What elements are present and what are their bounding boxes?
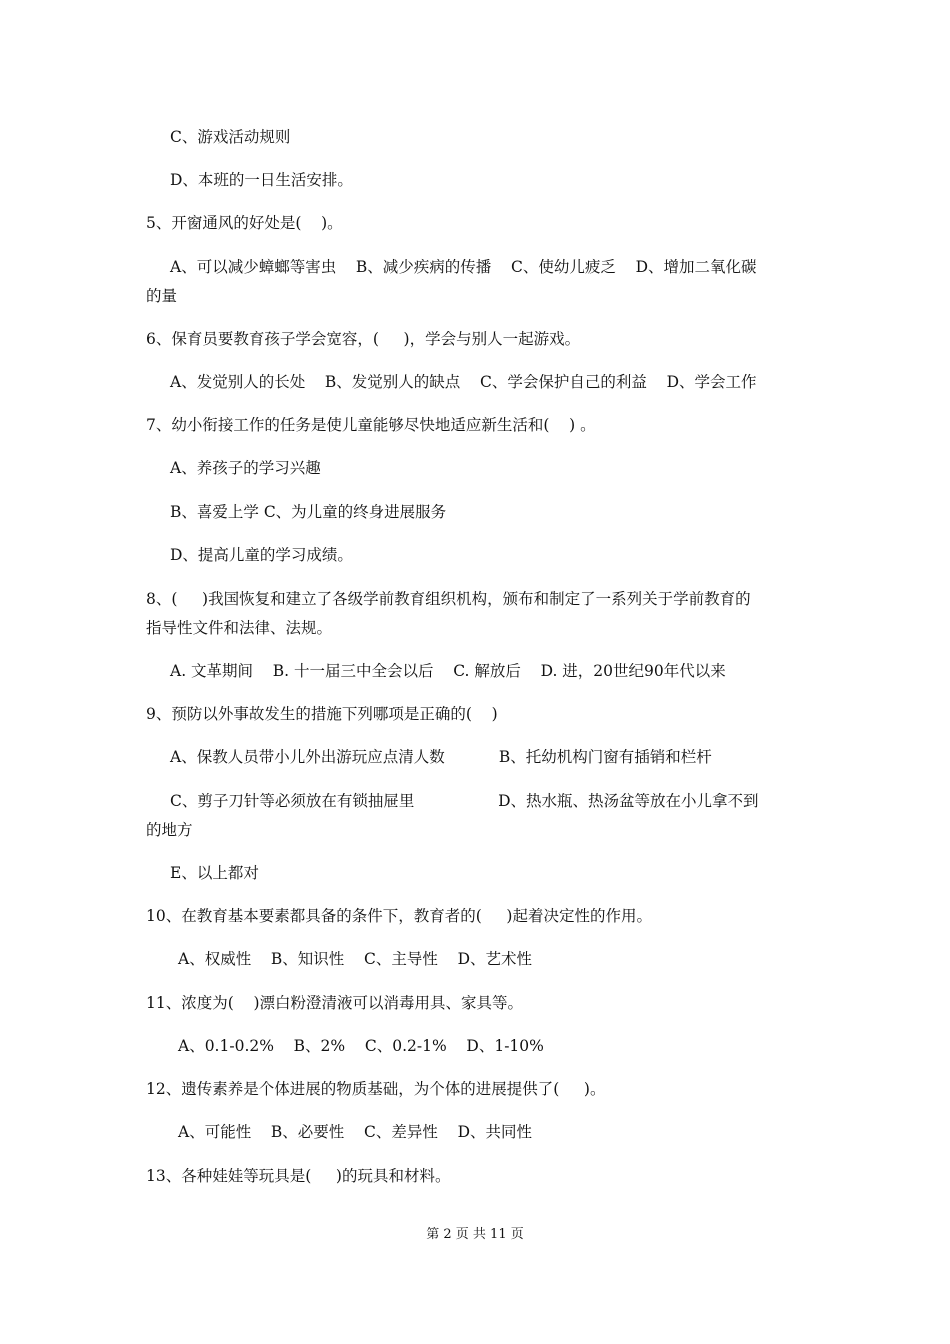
question-9: 9、预防以外事故发生的措施下列哪项是正确的( )	[146, 705, 498, 723]
question-9-option-e: E、以上都对	[170, 864, 259, 882]
question-11: 11、浓度为( )漂白粉澄清液可以消毒用具、家具等。	[146, 994, 524, 1012]
question-9-options-ab: A、保教人员带小儿外出游玩应点清人数 B、托幼机构门窗有插销和栏杆	[170, 748, 712, 766]
question-7: 7、幼小衔接工作的任务是使儿童能够尽快地适应新生活和( ) 。	[146, 416, 596, 434]
question-13: 13、各种娃娃等玩具是( )的玩具和材料。	[146, 1167, 451, 1185]
question-12-options: A、可能性 B、必要性 C、差异性 D、共同性	[178, 1123, 532, 1141]
question-9-options-cd: C、剪子刀针等必须放在有锁抽屉里 D、热水瓶、热汤盆等放在小儿拿不到	[170, 792, 759, 810]
question-9-options-cont: 的地方	[146, 821, 193, 839]
question-11-options: A、0.1-0.2% B、2% C、0.2-1% D、1-10%	[178, 1037, 544, 1055]
question-7-option-d: D、提高儿童的学习成绩。	[170, 546, 353, 564]
option-line: C、游戏活动规则	[170, 128, 291, 146]
question-10-options: A、权威性 B、知识性 C、主导性 D、艺术性	[178, 950, 532, 968]
question-8: 8、( )我国恢复和建立了各级学前教育组织机构，颁布和制定了一系列关于学前教育的	[146, 590, 751, 608]
question-6: 6、保育员要教育孩子学会宽容，( )，学会与别人一起游戏。	[146, 330, 581, 348]
page-footer: 第 2 页 共 11 页	[426, 1227, 524, 1242]
question-6-options: A、发觉别人的长处 B、发觉别人的缺点 C、学会保护自己的利益 D、学会工作	[170, 373, 757, 391]
question-5-options: A、可以减少蟑螂等害虫 B、减少疾病的传播 C、使幼儿疲乏 D、增加二氧化碳	[170, 258, 757, 276]
question-7-option-bc: B、喜爱上学 C、为儿童的终身进展服务	[170, 503, 447, 521]
question-5: 5、开窗通风的好处是( )。	[146, 214, 343, 232]
question-8-options: A. 文革期间 B. 十一届三中全会以后 C. 解放后 D. 进，20世纪90年代以来	[170, 662, 726, 680]
question-5-options-cont: 的量	[146, 287, 178, 305]
question-7-option-a: A、养孩子的学习兴趣	[170, 459, 321, 477]
question-10: 10、在教育基本要素都具备的条件下，教育者的( )起着决定性的作用。	[146, 907, 652, 925]
option-line: D、本班的一日生活安排。	[170, 171, 353, 189]
question-8-cont: 指导性文件和法律、法规。	[146, 619, 333, 637]
question-12: 12、遗传素养是个体进展的物质基础，为个体的进展提供了( )。	[146, 1080, 606, 1098]
